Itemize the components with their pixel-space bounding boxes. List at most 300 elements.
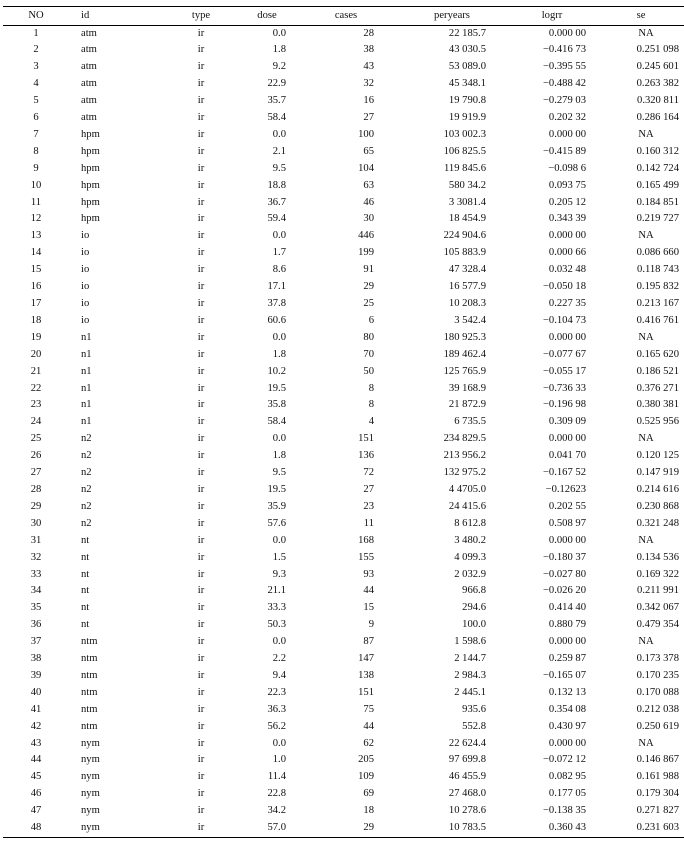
cell-se: 0.179 304 bbox=[636, 788, 679, 800]
cell-cases: 65 bbox=[363, 145, 374, 157]
cell-peryears: 16 577.9 bbox=[448, 281, 486, 293]
data-table bbox=[3, 6, 684, 838]
cell-dose: 50.3 bbox=[267, 619, 286, 631]
cell-peryears: 2 032.9 bbox=[454, 568, 486, 580]
cell-cases: 43 bbox=[363, 61, 374, 73]
table-body bbox=[3, 25, 684, 838]
cell-cases: 8 bbox=[368, 399, 374, 411]
cell-cases: 147 bbox=[358, 653, 374, 665]
cell-logrr: 0.000 00 bbox=[548, 128, 586, 140]
cell-se: 0.342 067 bbox=[636, 602, 679, 614]
cell-se: NA bbox=[638, 27, 654, 39]
cell-cases: 29 bbox=[363, 281, 374, 293]
cell-se: 0.245 601 bbox=[636, 61, 679, 73]
cell-se: NA bbox=[638, 433, 654, 445]
cell-no: 29 bbox=[30, 500, 42, 512]
cell-logrr: −0.488 42 bbox=[542, 78, 586, 90]
cell-cases: 11 bbox=[363, 517, 374, 529]
cell-logrr: −0.138 35 bbox=[542, 805, 586, 817]
cell-type: ir bbox=[197, 331, 205, 343]
cell-type: ir bbox=[197, 653, 205, 665]
cell-type: ir bbox=[197, 78, 205, 90]
table-row bbox=[3, 769, 684, 786]
cell-id: nt bbox=[81, 619, 90, 631]
cell-logrr: −0.055 17 bbox=[542, 365, 586, 377]
cell-logrr: −0.196 98 bbox=[542, 399, 586, 411]
cell-se: 0.213 167 bbox=[636, 298, 679, 309]
cell-dose: 37.8 bbox=[267, 298, 286, 309]
table-row bbox=[3, 414, 684, 431]
cell-cases: 70 bbox=[363, 348, 374, 360]
cell-se: 0.230 868 bbox=[636, 500, 679, 512]
cell-logrr: −0.395 55 bbox=[542, 61, 586, 73]
cell-no: 36 bbox=[30, 619, 42, 631]
cell-peryears: 224 904.6 bbox=[443, 230, 486, 242]
cell-dose: 9.4 bbox=[272, 669, 286, 681]
table-row bbox=[3, 178, 684, 195]
cell-cases: 72 bbox=[363, 467, 374, 479]
cell-logrr: 0.000 00 bbox=[548, 636, 586, 648]
cell-peryears: 1 598.6 bbox=[454, 636, 486, 648]
cell-id: n1 bbox=[81, 399, 92, 411]
cell-cases: 27 bbox=[363, 483, 374, 495]
cell-type: ir bbox=[197, 95, 205, 107]
table-row bbox=[3, 499, 684, 516]
cell-id: atm bbox=[81, 112, 97, 124]
cell-peryears: 97 699.8 bbox=[448, 754, 486, 766]
cell-peryears: 106 825.5 bbox=[443, 145, 486, 157]
cell-peryears: 47 328.4 bbox=[448, 264, 486, 276]
cell-se: 0.286 164 bbox=[636, 112, 679, 124]
cell-logrr: 0.414 40 bbox=[548, 602, 586, 614]
cell-se: 0.186 521 bbox=[636, 365, 679, 377]
cell-cases: 69 bbox=[363, 788, 374, 800]
cell-se: NA bbox=[638, 737, 654, 749]
cell-type: ir bbox=[197, 399, 205, 411]
cell-no: 38 bbox=[30, 653, 42, 665]
cell-type: ir bbox=[197, 754, 205, 766]
cell-no: 37 bbox=[30, 636, 42, 648]
cell-no: 11 bbox=[30, 196, 42, 208]
table-row bbox=[3, 381, 684, 398]
cell-logrr: 0.032 48 bbox=[548, 264, 586, 276]
table-row bbox=[3, 448, 684, 465]
cell-logrr: 0.093 75 bbox=[548, 179, 586, 191]
header-row bbox=[3, 7, 684, 26]
cell-id: io bbox=[81, 230, 90, 242]
cell-id: nym bbox=[81, 771, 100, 783]
cell-no: 39 bbox=[30, 669, 42, 681]
cell-logrr: 0.000 00 bbox=[548, 433, 586, 445]
cell-cases: 4 bbox=[368, 416, 374, 428]
cell-dose: 36.3 bbox=[267, 703, 286, 715]
cell-type: ir bbox=[197, 179, 205, 191]
cell-logrr: 0.132 13 bbox=[548, 686, 586, 698]
table-row bbox=[3, 262, 684, 279]
cell-no: 17 bbox=[30, 298, 42, 309]
table-row bbox=[3, 600, 684, 617]
cell-cases: 80 bbox=[363, 331, 374, 343]
cell-type: ir bbox=[197, 196, 205, 208]
cell-cases: 100 bbox=[358, 128, 374, 140]
cell-dose: 22.9 bbox=[267, 78, 286, 90]
cell-id: nt bbox=[81, 585, 90, 597]
cell-no: 42 bbox=[30, 720, 42, 732]
header-id: id bbox=[81, 10, 90, 21]
cell-peryears: 213 956.2 bbox=[443, 450, 486, 462]
cell-logrr: 0.227 35 bbox=[548, 298, 586, 309]
table-row bbox=[3, 617, 684, 634]
cell-type: ir bbox=[197, 686, 205, 698]
cell-id: n2 bbox=[81, 467, 92, 479]
cell-cases: 155 bbox=[358, 551, 374, 563]
cell-no: 9 bbox=[33, 162, 39, 174]
cell-id: ntm bbox=[81, 686, 98, 698]
cell-logrr: 0.309 09 bbox=[548, 416, 586, 428]
cell-id: nym bbox=[81, 788, 100, 800]
cell-no: 28 bbox=[30, 483, 42, 495]
cell-id: hpm bbox=[81, 179, 100, 191]
cell-id: n1 bbox=[81, 331, 92, 343]
cell-no: 48 bbox=[30, 822, 42, 834]
cell-logrr: 0.000 00 bbox=[548, 331, 586, 343]
cell-peryears: 22 624.4 bbox=[448, 737, 486, 749]
cell-peryears: 966.8 bbox=[462, 585, 486, 597]
cell-no: 8 bbox=[33, 145, 39, 157]
cell-se: 0.142 724 bbox=[636, 162, 679, 174]
cell-type: ir bbox=[197, 585, 205, 597]
cell-se: 0.214 616 bbox=[636, 483, 679, 495]
cell-no: 19 bbox=[30, 331, 42, 343]
cell-id: ntm bbox=[81, 703, 98, 715]
cell-logrr: −0.416 73 bbox=[542, 44, 586, 56]
cell-no: 21 bbox=[30, 365, 42, 377]
cell-type: ir bbox=[197, 61, 205, 73]
cell-cases: 32 bbox=[363, 78, 374, 90]
cell-peryears: 105 883.9 bbox=[443, 247, 486, 259]
cell-dose: 0.0 bbox=[272, 433, 286, 445]
cell-dose: 34.2 bbox=[267, 805, 286, 817]
cell-dose: 8.6 bbox=[272, 264, 286, 276]
cell-logrr: −0.026 20 bbox=[542, 585, 586, 597]
cell-id: hpm bbox=[81, 145, 100, 157]
cell-logrr: 0.082 95 bbox=[548, 771, 586, 783]
cell-cases: 93 bbox=[363, 568, 374, 580]
cell-se: 0.479 354 bbox=[636, 619, 679, 631]
cell-no: 12 bbox=[30, 213, 42, 225]
cell-peryears: 2 984.3 bbox=[454, 669, 486, 681]
cell-dose: 1.0 bbox=[272, 754, 286, 766]
cell-type: ir bbox=[197, 112, 205, 124]
cell-se: 0.263 382 bbox=[636, 78, 679, 90]
cell-type: ir bbox=[197, 281, 205, 293]
cell-se: 0.170 088 bbox=[636, 686, 679, 698]
cell-id: nym bbox=[81, 754, 100, 766]
cell-logrr: 0.177 05 bbox=[548, 788, 586, 800]
cell-type: ir bbox=[197, 771, 205, 783]
cell-id: io bbox=[81, 264, 90, 276]
cell-no: 40 bbox=[30, 686, 42, 698]
cell-id: ntm bbox=[81, 653, 98, 665]
cell-se: NA bbox=[638, 636, 654, 648]
cell-logrr: 0.354 08 bbox=[548, 703, 586, 715]
cell-logrr: −0.12623 bbox=[545, 483, 586, 495]
cell-se: 0.147 919 bbox=[636, 467, 679, 479]
cell-cases: 6 bbox=[368, 314, 374, 326]
cell-se: 0.376 271 bbox=[636, 382, 679, 394]
cell-se: 0.120 125 bbox=[636, 450, 679, 462]
cell-cases: 63 bbox=[363, 179, 374, 191]
cell-cases: 138 bbox=[358, 669, 374, 681]
cell-no: 34 bbox=[30, 585, 42, 597]
cell-type: ir bbox=[197, 720, 205, 732]
cell-dose: 17.1 bbox=[267, 281, 286, 293]
cell-no: 46 bbox=[30, 788, 42, 800]
cell-no: 22 bbox=[30, 382, 42, 394]
cell-cases: 9 bbox=[368, 619, 374, 631]
table-row bbox=[3, 567, 684, 584]
cell-peryears: 2 144.7 bbox=[454, 653, 486, 665]
table-row bbox=[3, 820, 684, 837]
table-row bbox=[3, 347, 684, 364]
cell-id: n2 bbox=[81, 500, 92, 512]
cell-no: 23 bbox=[30, 399, 42, 411]
cell-peryears: 294.6 bbox=[462, 602, 486, 614]
cell-type: ir bbox=[197, 619, 205, 631]
cell-type: ir bbox=[197, 788, 205, 800]
cell-cases: 199 bbox=[358, 247, 374, 259]
cell-dose: 19.5 bbox=[267, 483, 286, 495]
cell-id: nym bbox=[81, 737, 100, 749]
cell-peryears: 935.6 bbox=[462, 703, 486, 715]
cell-no: 43 bbox=[30, 737, 42, 749]
cell-cases: 151 bbox=[358, 433, 374, 445]
cell-type: ir bbox=[197, 467, 205, 479]
cell-no: 33 bbox=[30, 568, 42, 580]
cell-type: ir bbox=[197, 822, 205, 834]
cell-logrr: −0.279 03 bbox=[542, 95, 586, 107]
cell-peryears: 132 975.2 bbox=[443, 467, 486, 479]
cell-id: io bbox=[81, 298, 90, 309]
cell-peryears: 10 783.5 bbox=[448, 822, 486, 834]
cell-dose: 0.0 bbox=[272, 331, 286, 343]
cell-dose: 22.3 bbox=[267, 686, 286, 698]
cell-dose: 2.1 bbox=[272, 145, 286, 157]
table-row bbox=[3, 313, 684, 330]
cell-peryears: 4 099.3 bbox=[454, 551, 486, 563]
cell-logrr: 0.000 00 bbox=[548, 737, 586, 749]
table-row bbox=[3, 516, 684, 533]
table-row bbox=[3, 719, 684, 736]
cell-type: ir bbox=[197, 128, 205, 140]
cell-id: nt bbox=[81, 568, 90, 580]
cell-cases: 62 bbox=[363, 737, 374, 749]
cell-peryears: 3 480.2 bbox=[454, 534, 486, 546]
cell-no: 44 bbox=[30, 754, 42, 766]
cell-logrr: −0.027 80 bbox=[542, 568, 586, 580]
cell-dose: 59.4 bbox=[267, 213, 286, 225]
cell-peryears: 19 790.8 bbox=[448, 95, 486, 107]
cell-se: 0.165 620 bbox=[636, 348, 679, 360]
table-row bbox=[3, 42, 684, 59]
cell-type: ir bbox=[197, 483, 205, 495]
table-row bbox=[3, 76, 684, 93]
cell-se: 0.321 248 bbox=[636, 517, 679, 529]
cell-dose: 35.8 bbox=[267, 399, 286, 411]
cell-cases: 28 bbox=[363, 27, 374, 39]
cell-dose: 18.8 bbox=[267, 179, 286, 191]
cell-type: ir bbox=[197, 568, 205, 580]
cell-type: ir bbox=[197, 382, 205, 394]
cell-peryears: 552.8 bbox=[462, 720, 486, 732]
cell-peryears: 125 765.9 bbox=[443, 365, 486, 377]
cell-no: 15 bbox=[30, 264, 42, 276]
header-no: NO bbox=[28, 10, 44, 21]
cell-logrr: 0.041 70 bbox=[548, 450, 586, 462]
cell-peryears: 39 168.9 bbox=[448, 382, 486, 394]
cell-no: 25 bbox=[30, 433, 42, 445]
table-row bbox=[3, 144, 684, 161]
cell-type: ir bbox=[197, 416, 205, 428]
cell-peryears: 24 415.6 bbox=[448, 500, 486, 512]
cell-cases: 91 bbox=[363, 264, 374, 276]
table-row bbox=[3, 685, 684, 702]
cell-dose: 0.0 bbox=[272, 534, 286, 546]
cell-logrr: 0.259 87 bbox=[548, 653, 586, 665]
cell-peryears: 100.0 bbox=[462, 619, 486, 631]
cell-logrr: −0.104 73 bbox=[542, 314, 586, 326]
cell-dose: 9.5 bbox=[272, 467, 286, 479]
cell-dose: 1.8 bbox=[272, 348, 286, 360]
cell-dose: 19.5 bbox=[267, 382, 286, 394]
cell-no: 32 bbox=[30, 551, 42, 563]
cell-no: 14 bbox=[30, 247, 42, 259]
cell-peryears: 27 468.0 bbox=[448, 788, 486, 800]
cell-type: ir bbox=[197, 737, 205, 749]
cell-dose: 35.7 bbox=[267, 95, 286, 107]
header-peryears: peryears bbox=[434, 10, 470, 21]
cell-id: n1 bbox=[81, 416, 92, 428]
cell-no: 27 bbox=[30, 467, 42, 479]
cell-type: ir bbox=[197, 298, 205, 309]
cell-dose: 9.2 bbox=[272, 61, 286, 73]
cell-cases: 29 bbox=[363, 822, 374, 834]
cell-peryears: 6 735.5 bbox=[454, 416, 486, 428]
cell-cases: 18 bbox=[363, 805, 374, 817]
cell-dose: 2.2 bbox=[272, 653, 286, 665]
cell-cases: 46 bbox=[363, 196, 374, 208]
cell-type: ir bbox=[197, 162, 205, 174]
cell-logrr: 0.508 97 bbox=[548, 517, 586, 529]
cell-type: ir bbox=[197, 669, 205, 681]
cell-logrr: −0.180 37 bbox=[542, 551, 586, 563]
cell-cases: 16 bbox=[363, 95, 374, 107]
cell-no: 45 bbox=[30, 771, 42, 783]
cell-type: ir bbox=[197, 314, 205, 326]
cell-se: 0.211 991 bbox=[637, 585, 679, 597]
cell-dose: 0.0 bbox=[272, 128, 286, 140]
cell-id: ntm bbox=[81, 720, 98, 732]
cell-peryears: 580 34.2 bbox=[448, 179, 486, 191]
cell-dose: 33.3 bbox=[267, 602, 286, 614]
table-row bbox=[3, 161, 684, 178]
cell-peryears: 234 829.5 bbox=[443, 433, 486, 445]
cell-id: n1 bbox=[81, 348, 92, 360]
cell-no: 5 bbox=[33, 95, 39, 107]
table-row bbox=[3, 465, 684, 482]
cell-logrr: 0.000 00 bbox=[548, 230, 586, 242]
table-row bbox=[3, 583, 684, 600]
cell-se: 0.271 827 bbox=[636, 805, 679, 817]
cell-dose: 57.6 bbox=[267, 517, 286, 529]
cell-se: 0.086 660 bbox=[636, 247, 679, 259]
cell-no: 3 bbox=[33, 61, 39, 73]
table-row bbox=[3, 279, 684, 296]
cell-id: hpm bbox=[81, 162, 100, 174]
cell-id: io bbox=[81, 314, 90, 326]
cell-id: nt bbox=[81, 551, 90, 563]
cell-type: ir bbox=[197, 450, 205, 462]
cell-dose: 22.8 bbox=[267, 788, 286, 800]
cell-peryears: 103 002.3 bbox=[443, 128, 486, 140]
cell-no: 30 bbox=[30, 517, 42, 529]
cell-cases: 109 bbox=[358, 771, 374, 783]
cell-se: NA bbox=[638, 331, 654, 343]
table-row bbox=[3, 736, 684, 753]
cell-id: nt bbox=[81, 602, 90, 614]
cell-se: 0.146 867 bbox=[636, 754, 679, 766]
table-header bbox=[3, 7, 684, 26]
cell-se: 0.251 098 bbox=[636, 44, 679, 56]
cell-peryears: 22 185.7 bbox=[448, 27, 486, 39]
cell-cases: 104 bbox=[358, 162, 374, 174]
table-row bbox=[3, 25, 684, 42]
cell-no: 18 bbox=[30, 314, 42, 326]
cell-no: 41 bbox=[30, 703, 42, 715]
cell-id: hpm bbox=[81, 213, 100, 225]
cell-peryears: 189 462.4 bbox=[443, 348, 486, 360]
cell-logrr: 0.202 32 bbox=[548, 112, 586, 124]
cell-cases: 44 bbox=[363, 585, 374, 597]
cell-cases: 50 bbox=[363, 365, 374, 377]
cell-type: ir bbox=[197, 500, 205, 512]
cell-cases: 87 bbox=[363, 636, 374, 648]
cell-type: ir bbox=[197, 534, 205, 546]
header-cases: cases bbox=[334, 10, 358, 21]
cell-cases: 151 bbox=[358, 686, 374, 698]
cell-cases: 205 bbox=[358, 754, 374, 766]
cell-dose: 9.5 bbox=[272, 162, 286, 174]
cell-dose: 21.1 bbox=[267, 585, 286, 597]
cell-peryears: 8 612.8 bbox=[454, 517, 486, 529]
cell-se: 0.231 603 bbox=[636, 822, 679, 834]
header-logrr: logrr bbox=[541, 10, 563, 21]
cell-type: ir bbox=[197, 602, 205, 614]
cell-dose: 1.5 bbox=[272, 551, 286, 563]
table-row bbox=[3, 752, 684, 769]
cell-id: n1 bbox=[81, 365, 92, 377]
cell-no: 24 bbox=[30, 416, 42, 428]
cell-id: n2 bbox=[81, 450, 92, 462]
cell-type: ir bbox=[197, 636, 205, 648]
cell-se: 0.212 038 bbox=[636, 703, 679, 715]
table-row bbox=[3, 550, 684, 567]
cell-se: 0.380 381 bbox=[636, 399, 679, 411]
table-row bbox=[3, 533, 684, 550]
cell-peryears: 180 925.3 bbox=[443, 331, 486, 343]
cell-logrr: 0.360 43 bbox=[548, 822, 586, 834]
cell-id: io bbox=[81, 247, 90, 259]
